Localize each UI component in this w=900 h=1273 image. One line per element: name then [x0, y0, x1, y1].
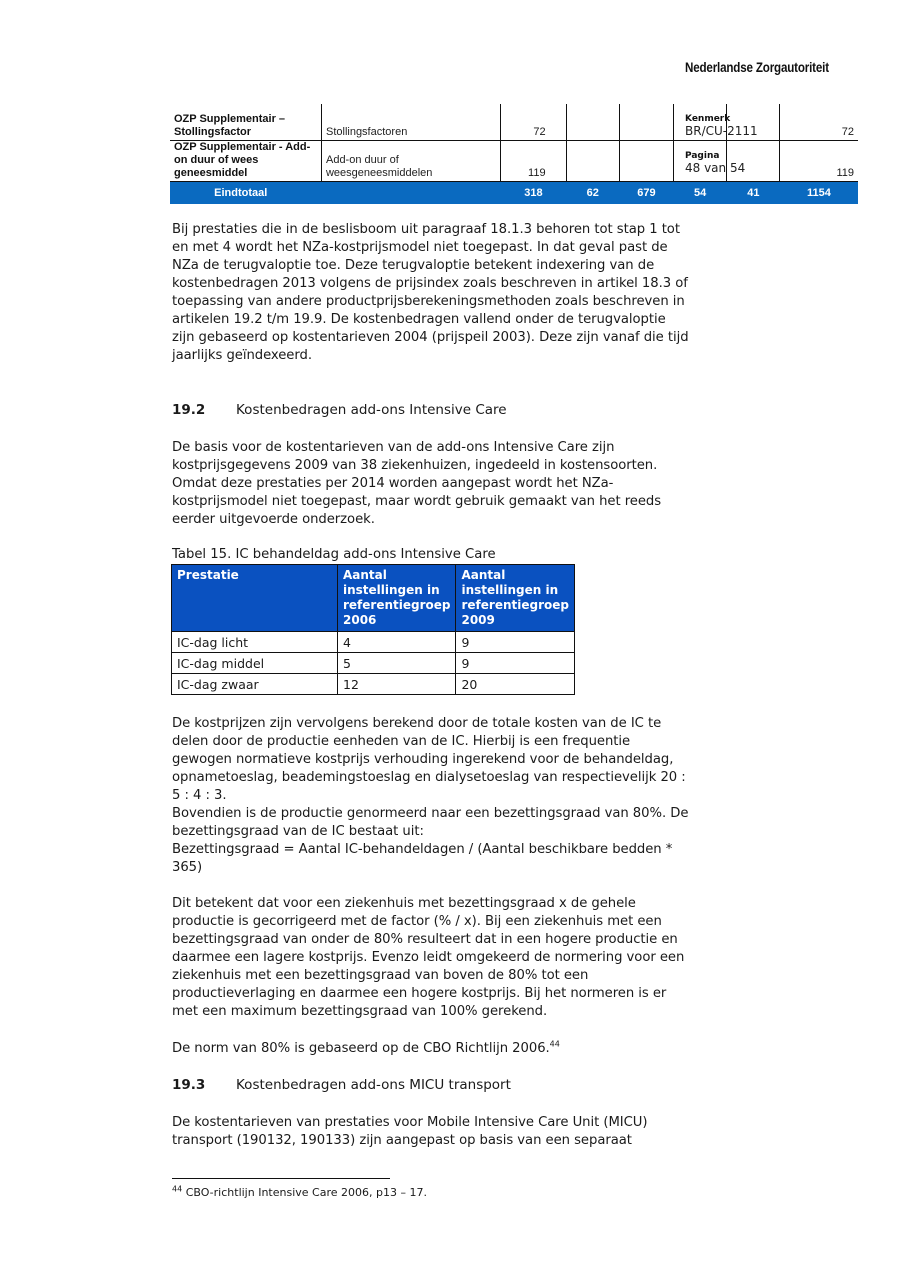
- formula-text: Bezettingsgraad = Aantal IC-behandeldagen / (Aantal beschikbare bedden * 365): [172, 842, 673, 875]
- table-row: [170, 141, 858, 182]
- row-total: 119: [780, 141, 858, 182]
- footnote-number: 44: [172, 1184, 183, 1194]
- row-description: Add-on duur of weesgeneesmiddelen: [321, 141, 500, 182]
- table-cell: IC-dag middel: [172, 653, 338, 674]
- table-cell: 9: [456, 653, 574, 674]
- footnote-divider: [172, 1178, 390, 1179]
- total-value: 318: [501, 182, 566, 205]
- paragraph-text: Dit betekent dat voor een ziekenhuis met bezettingsgraad x de gehele productie is gecorrigeerd met de factor (% / x). Bij een ziekenhuis met een bezettingsgraad van onder de 80% resulteert dat in een hogere productie en daarmee een lagere kostprijs. Evenzo leidt omgekeerd de normering voor een ziekenhuis met een bezettingsgraad van boven de 80% tot een productieverlaging en daarmee een hogere kostprijs. Bij het normeren is er met een maximum bezettingsgraad van 100% gerekend.: [172, 896, 685, 1019]
- row-value: [566, 104, 619, 141]
- section-title: Kostenbedragen add-ons Intensive Care: [236, 402, 507, 418]
- section-heading-19-2: [172, 402, 507, 418]
- column-header: Aantal instellingen in referentiegroep 2006: [338, 565, 456, 632]
- pagina-value: 48 van 54: [685, 161, 746, 175]
- total-value: 679: [619, 182, 673, 205]
- row-value: 72: [501, 104, 566, 141]
- total-value: 1154: [780, 182, 858, 205]
- row-value: [619, 104, 673, 141]
- table-cell: 9: [456, 632, 574, 653]
- organization-name: Nederlandse Zorgautoriteit: [685, 60, 829, 75]
- paragraph-norm: [172, 1040, 692, 1058]
- total-spacer: [321, 182, 500, 205]
- paragraph-terugvaloptie: [172, 221, 692, 365]
- table-row: [172, 653, 575, 674]
- total-value: 54: [673, 182, 726, 205]
- section-number: 19.3: [172, 1077, 206, 1093]
- ic-behandeldag-table: [171, 564, 575, 695]
- paragraph-text: Bij prestaties die in de beslisboom uit paragraaf 18.1.3 behoren tot stap 1 tot en met 4 wordt het NZa-kostprijsmodel niet toegepast. In dat geval past de NZa de terugvaloptie toe. Deze terugvaloptie betekent indexering van de kostenbedragen 2013 volgens de prijsindex zoals beschreven in artikel 18.3 of toepassing van andere productprijsberekeningsmethoden zoals beschreven in artikelen 19.2 t/m 19.9. De kostenbedragen vallend onder de terugvaloptie zijn gebaseerd op kostentarieven 2004 (prijspeil 2003). Deze zijn vanaf die tijd jaarlijks geïndexeerd.: [172, 222, 689, 363]
- table-cell: 4: [338, 632, 456, 653]
- paragraph-bezettingsgraad: [172, 895, 692, 1021]
- section-number: 19.2: [172, 402, 206, 418]
- kenmerk-value: BR/CU-2111: [685, 124, 758, 138]
- column-header: Aantal instellingen in referentiegroep 2009: [456, 565, 574, 632]
- table-header-row: [172, 565, 575, 632]
- table-caption: Tabel 15. IC behandeldag add-ons Intensive Care: [172, 547, 496, 562]
- row-name: OZP Supplementair - Add-on duur of wees geneesmiddel: [170, 141, 321, 182]
- row-value: [566, 141, 619, 182]
- kenmerk-block: [685, 114, 758, 138]
- pagina-label: Pagina: [685, 151, 720, 161]
- paragraph-text: Bovendien is de productie genormeerd naar een bezettingsgraad van 80%. De bezettingsgraad van de IC bestaat uit:: [172, 806, 689, 839]
- table-cell: IC-dag licht: [172, 632, 338, 653]
- paragraph-kostprijzen: [172, 715, 692, 877]
- total-row: [170, 182, 858, 205]
- row-value: [619, 141, 673, 182]
- table-cell: 12: [338, 674, 456, 695]
- total-value: 41: [727, 182, 780, 205]
- column-header: Prestatie: [172, 565, 338, 632]
- table-row: [172, 674, 575, 695]
- row-total: 72: [780, 104, 858, 141]
- paragraph-text: De kostprijzen zijn vervolgens berekend door de totale kosten van de IC te delen door de productie eenheden van de IC. Hierbij is een frequentie gewogen normatieve kostprijs verhouding ingerekend voor de behandeldag, opnametoeslag, beademingstoeslag en dialysetoeslag van respectievelijk 20 : 5 : 4 : 3.: [172, 716, 686, 803]
- pagina-block: [685, 151, 745, 175]
- paragraph-micu: [172, 1114, 692, 1150]
- footnote-text: CBO-richtlijn Intensive Care 2006, p13 – 17.: [185, 1186, 427, 1199]
- section-heading-19-3: [172, 1077, 511, 1093]
- table-cell: IC-dag zwaar: [172, 674, 338, 695]
- table-cell: 20: [456, 674, 574, 695]
- row-value: 119: [501, 141, 566, 182]
- footnote-reference[interactable]: 44: [549, 1039, 560, 1049]
- row-name: OZP Supplementair – Stollingsfactor: [170, 104, 321, 141]
- paragraph-text: De norm van 80% is gebaseerd op de CBO Richtlijn 2006.: [172, 1041, 550, 1056]
- kenmerk-label: Kenmerk: [685, 114, 731, 124]
- row-description: Stollingsfactoren: [321, 104, 500, 141]
- table-cell: 5: [338, 653, 456, 674]
- total-value: 62: [566, 182, 619, 205]
- total-label: Eindtotaal: [170, 182, 321, 205]
- footnote: [172, 1186, 427, 1199]
- section-title: Kostenbedragen add-ons MICU transport: [236, 1077, 511, 1093]
- table-row: [172, 632, 575, 653]
- paragraph-text: De basis voor de kostentarieven van de add-ons Intensive Care zijn kostprijsgegevens 2009 van 38 ziekenhuizen, ingedeeld in kostensoorten. Omdat deze prestaties per 2014 worden aangepast wordt het NZa-kostprijsmodel niet toegepast, maar wordt gebruik gemaakt van het reeds eerder uitgevoerde onderzoek.: [172, 440, 662, 527]
- paragraph-text: De kostentarieven van prestaties voor Mobile Intensive Care Unit (MICU) transport (190132, 190133) zijn aangepast op basis van een separaat: [172, 1115, 648, 1148]
- paragraph-ic-basis: [172, 439, 692, 529]
